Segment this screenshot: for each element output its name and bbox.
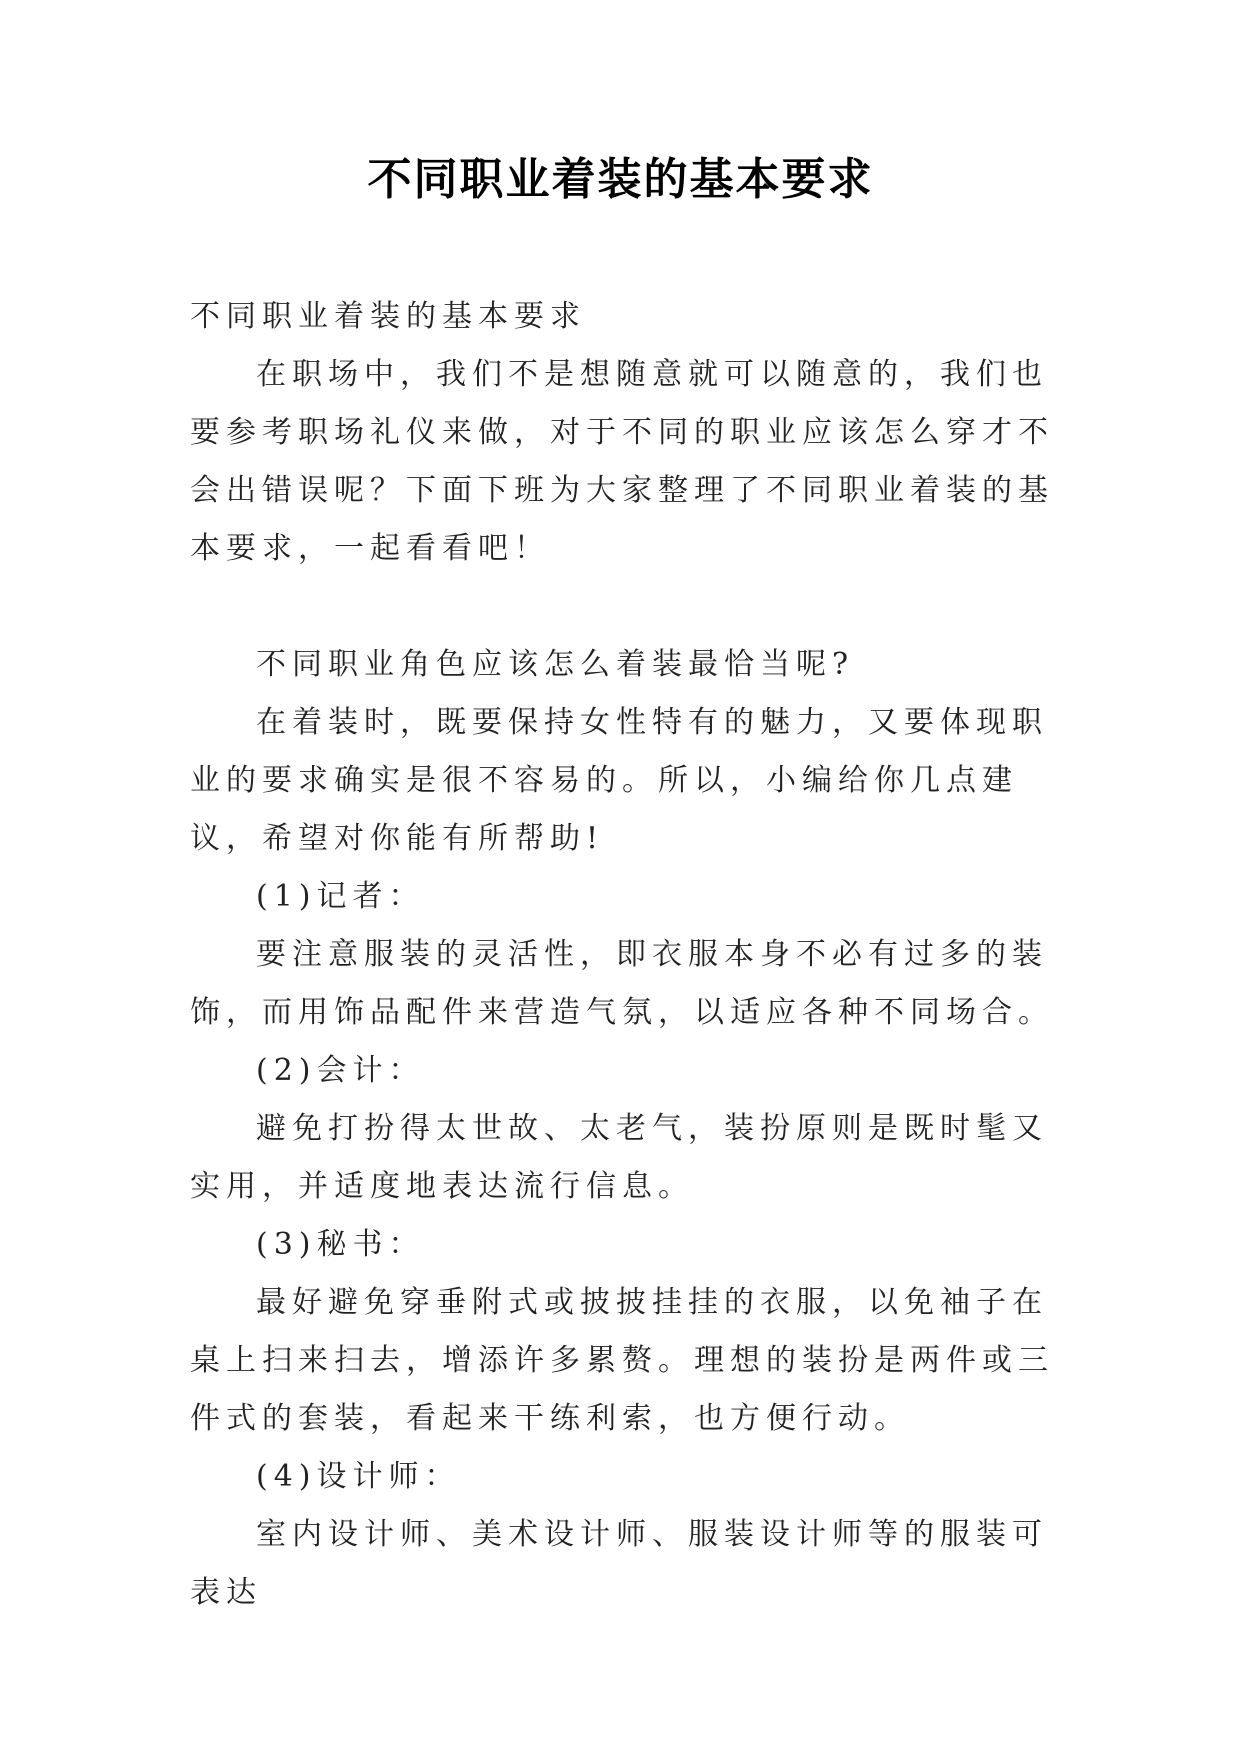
item-heading-reporter: (1)记者：	[256, 879, 425, 914]
item-text-accountant: 避免打扮得太世故、太老气，装扮原则是既时髦又实用，并适度地表达流行信息。	[190, 1111, 1048, 1204]
document-body	[190, 288, 1060, 1622]
body-heading: 不同职业着装的基本要求	[190, 299, 586, 334]
intro-paragraph: 在职场中，我们不是想随意就可以随意的，我们也要参考职场礼仪来做，对于不同的职业应该怎么穿才不会出错误呢？下面下班为大家整理了不同职业着装的基本要求，一起看看吧！	[190, 357, 1054, 566]
item-text-secretary: 最好避免穿垂附式或披披挂挂的衣服，以免袖子在桌上扫来扫去，增添许多累赘。理想的装扮是两件或三件式的套装，看起来干练利索，也方便行动。	[190, 1285, 1054, 1436]
item-heading-secretary: (3)秘书：	[256, 1227, 425, 1262]
item-heading-accountant: (2)会计：	[256, 1053, 425, 1088]
item-text-reporter: 要注意服装的灵活性，即衣服本身不必有过多的装饰，而用饰品配件来营造气氛，以适应各种不同场合。	[190, 937, 1054, 1030]
document-title: 不同职业着装的基本要求	[367, 154, 874, 205]
section-question: 不同职业角色应该怎么着装最恰当呢?	[256, 647, 855, 682]
item-text-designer: 室内设计师、美术设计师、服装设计师等的服装可表达	[190, 1517, 1048, 1610]
paragraph-spacer	[190, 578, 1060, 636]
advice-paragraph: 在着装时，既要保持女性特有的魅力，又要体现职业的要求确实是很不容易的。所以，小编给你几点建议，希望对你能有所帮助!	[190, 705, 1048, 856]
item-heading-designer: (4)设计师：	[256, 1459, 461, 1494]
